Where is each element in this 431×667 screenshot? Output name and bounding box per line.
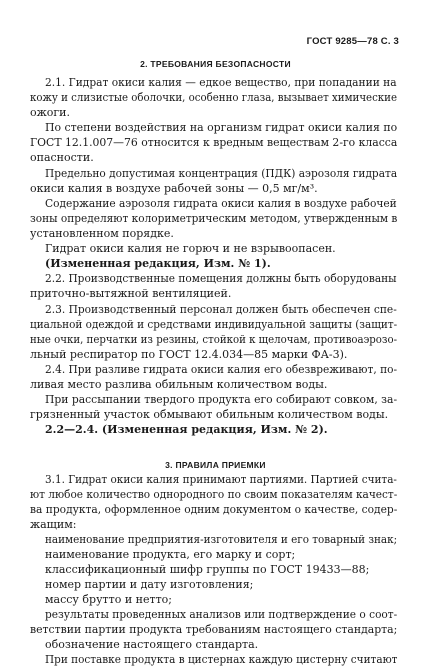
text-line: ожоги.: [30, 106, 70, 119]
text-line: кожу и слизистые оболочки, особенно глаза, вызывает химические: [30, 91, 398, 104]
text-line: массу брутто и нетто;: [45, 593, 172, 606]
text-line: льный респиратор по ГОСТ 12.4.034—85 марки ФА-3).: [30, 348, 348, 361]
text-line: ют любое количество однородного по своим показателям качест-: [30, 488, 398, 501]
text-line: Предельно допустимая концентрация (ПДК) аэрозоля гидрата: [45, 167, 398, 180]
section-3-title: 3. ПРАВИЛА ПРИЕМКИ: [165, 460, 266, 470]
page-header: ГОСТ 9285—78 С. 3: [306, 36, 399, 47]
text-line: обозначение настоящего стандарта.: [45, 638, 259, 651]
text-line: установленном порядке.: [30, 227, 174, 240]
text-line: грязненный участок обмывают обильным количеством воды.: [30, 408, 389, 421]
text-line: Гидрат окиси калия не горюч и не взрывоопасен.: [45, 242, 336, 255]
text-line: 2.3. Производственный персонал должен быть обеспечен спе-: [45, 303, 397, 316]
text-line: наименование продукта, его марку и сорт;: [45, 548, 296, 561]
text-line: При рассыпании твердого продукта его собирают совком, за-: [45, 393, 398, 406]
text-line: По степени воздействия на организм гидрат окиси калия по: [45, 121, 398, 134]
text-line: зоны определяют колориметрическим методом, утвержденным в: [30, 212, 398, 225]
text-line: (Измененная редакция, Изм. № 1).: [45, 257, 271, 270]
text-line: При поставке продукта в цистернах каждую цистерну считают: [45, 653, 398, 666]
text-line: классификационный шифр группы по ГОСТ 19433—88;: [45, 563, 370, 576]
text-line: опасности.: [30, 151, 94, 164]
text-line: циальной одеждой и средствами индивидуальной защиты (защит-: [30, 318, 398, 331]
section-2-title: 2. ТРЕБОВАНИЯ БЕЗОПАСНОСТИ: [140, 59, 291, 69]
text-line: 2.1. Гидрат окиси калия — едкое вещество, при попадании на: [45, 76, 397, 89]
text-line: жащим:: [30, 518, 77, 531]
text-line: ные очки, перчатки из резины, стойкой к щелочам, противоаэрозо-: [30, 333, 398, 346]
text-line: ГОСТ 12.1.007—76 относится к вредным веществам 2-го класса: [30, 136, 398, 149]
text-line: 2.2. Производственные помещения должны быть оборудованы: [45, 272, 397, 285]
text-line: ливая место разлива обильным количеством воды.: [30, 378, 328, 391]
text-line: ва продукта, оформленное одним документом о качестве, содер-: [30, 503, 398, 516]
text-line: 3.1. Гидрат окиси калия принимают партиями. Партией счита-: [45, 473, 397, 486]
text-line: 2.4. При разливе гидрата окиси калия его обезвреживают, по-: [45, 363, 398, 376]
text-line: номер партии и дату изготовления;: [45, 578, 254, 591]
text-line: 2.2—2.4. (Измененная редакция, Изм. № 2).: [45, 423, 328, 436]
text-line: Содержание аэрозоля гидрата окиси калия в воздухе рабочей: [45, 197, 397, 210]
text-line: ветствии партии продукта требованиям настоящего стандарта;: [30, 623, 398, 636]
text-line: окиси калия в воздухе рабочей зоны — 0,5 мг/м³.: [30, 182, 318, 195]
text-line: результаты проведенных анализов или подтверждение о соот-: [45, 608, 398, 621]
text-line: приточно-вытяжной вентиляцией.: [30, 287, 232, 300]
text-line: наименование предприятия-изготовителя и его товарный знак;: [45, 533, 398, 546]
